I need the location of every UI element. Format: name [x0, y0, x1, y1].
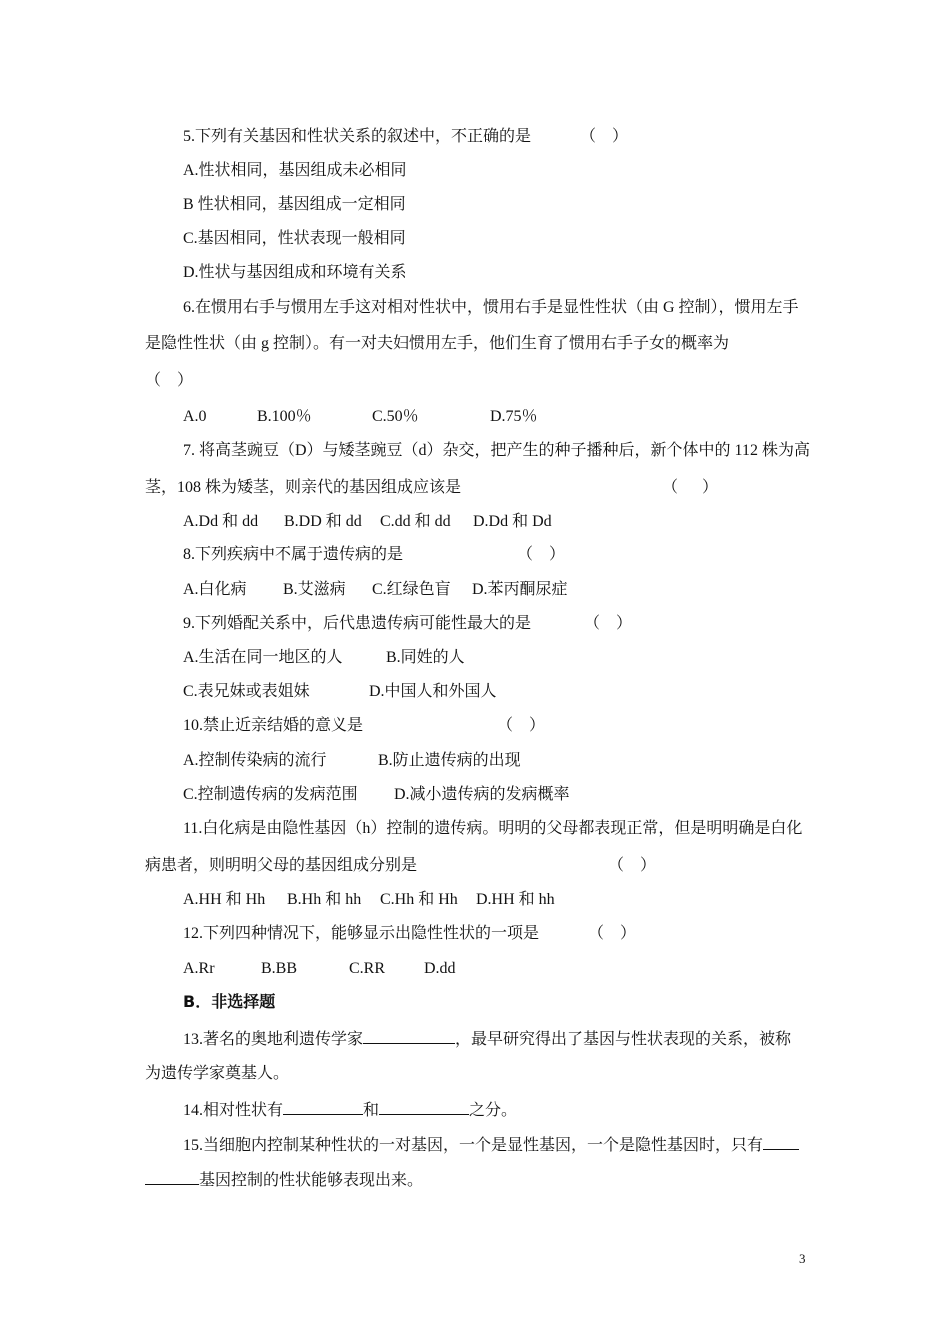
q13-blank — [363, 1028, 455, 1044]
q10-option-a: A.控制传染病的流行 — [183, 752, 327, 769]
q10-answer-paren: （ ） — [497, 717, 546, 734]
q6-option-a: A.0 — [183, 408, 207, 425]
q5-stem: 5.下列有关基因和性状关系的叙述中，不正确的是 — [183, 128, 532, 145]
q12-option-c: C.RR — [349, 960, 386, 977]
q9-option-b: B.同姓的人 — [386, 649, 465, 666]
q8-option-c: C.红绿色盲 — [372, 581, 451, 598]
q14-stem — [183, 1099, 517, 1121]
q5-answer-paren: （ ） — [580, 128, 629, 145]
q6-option-d: D.75％ — [490, 408, 538, 425]
q14-blank-1 — [283, 1099, 363, 1115]
q7-stem-line1: 7. 将高茎豌豆（D）与矮茎豌豆（d）杂交，把产生的种子播种后，新个体中的 112 株为高 — [183, 442, 810, 459]
q6-stem-line2: 是隐性性状（由 g 控制）。有一对夫妇惯用左手，他们生育了惯用右手子女的概率为 — [145, 335, 730, 352]
q15-text-line2: 基因控制的性状能够表现出来。 — [199, 1172, 424, 1189]
q9-stem: 9.下列婚配关系中，后代患遗传病可能性最大的是 — [183, 615, 532, 632]
q9-option-c: C.表兄妹或表姐妹 — [183, 683, 310, 700]
q11-option-a: A.HH 和 Hh — [183, 891, 266, 908]
q7-answer-paren: （ ） — [662, 479, 719, 496]
q7-option-d: D.Dd 和 Dd — [473, 513, 552, 530]
q5-option-c: C.基因相同，性状表现一般相同 — [183, 230, 406, 247]
q9-answer-paren: （ ） — [584, 615, 633, 632]
q8-option-a: A.白化病 — [183, 581, 247, 598]
q14-text-pre: 14.相对性状有 — [183, 1102, 284, 1119]
q7-option-c: C.dd 和 dd — [380, 513, 451, 530]
q11-stem-line1: 11.白化病是由隐性基因（h）控制的遗传病。明明的父母都表现正常，但是明明确是白化 — [183, 820, 803, 837]
q12-stem: 12.下列四种情况下，能够显示出隐性性状的一项是 — [183, 925, 540, 942]
q15-stem-line2 — [145, 1169, 423, 1191]
q5-option-a: A.性状相同，基因组成未必相同 — [183, 162, 407, 179]
q11-option-c: C.Hh 和 Hh — [380, 891, 458, 908]
q8-option-d: D.苯丙酮尿症 — [472, 581, 568, 598]
q6-option-b: B.100％ — [257, 408, 312, 425]
q13-stem-line1 — [183, 1028, 791, 1050]
q7-option-b: B.DD 和 dd — [284, 513, 362, 530]
q13-text-post: ，最早研究得出了基因与性状表现的关系，被称 — [455, 1031, 792, 1048]
q10-option-d: D.减小遗传病的发病概率 — [394, 786, 570, 803]
q10-option-b: B.防止遗传病的出现 — [378, 752, 521, 769]
q9-option-a: A.生活在同一地区的人 — [183, 649, 343, 666]
q15-stem-line1 — [183, 1134, 799, 1156]
q11-option-b: B.Hh 和 hh — [287, 891, 362, 908]
q14-text-mid: 和 — [363, 1102, 380, 1119]
q7-stem-line2: 茎，108 株为矮茎，则亲代的基因组成应该是 — [145, 479, 462, 496]
q11-stem-line2: 病患者，则明明父母的基因组成分别是 — [145, 857, 418, 874]
q8-option-b: B.艾滋病 — [283, 581, 346, 598]
q11-option-d: D.HH 和 hh — [476, 891, 555, 908]
q6-stem-line1: 6.在惯用右手与惯用左手这对相对性状中，惯用右手是显性性状（由 G 控制），惯用左手 — [183, 299, 799, 316]
q12-option-a: A.Rr — [183, 960, 215, 977]
q9-option-d: D.中国人和外国人 — [369, 683, 497, 700]
q15-text-line1: 15.当细胞内控制某种性状的一对基因，一个是显性基因，一个是隐性基因时，只有 — [183, 1137, 764, 1154]
q12-answer-paren: （ ） — [588, 925, 637, 942]
q5-option-b: B 性状相同，基因组成一定相同 — [183, 196, 406, 213]
q10-option-c: C.控制遗传病的发病范围 — [183, 786, 358, 803]
q15-blank-part1 — [763, 1134, 799, 1150]
q14-text-post: 之分。 — [469, 1102, 518, 1119]
section-b-heading: B．非选择题 — [183, 992, 276, 1011]
q8-answer-paren: （ ） — [517, 546, 566, 563]
q11-answer-paren: （ ） — [608, 857, 657, 874]
page-number: 3 — [799, 1251, 806, 1266]
q8-stem: 8.下列疾病中不属于遗传病的是 — [183, 546, 404, 563]
q6-option-c: C.50％ — [372, 408, 419, 425]
q12-option-b: B.BB — [261, 960, 298, 977]
q13-text-pre: 13.著名的奥地利遗传学家 — [183, 1031, 364, 1048]
q6-answer-paren: （ ） — [145, 372, 194, 389]
q7-option-a: A.Dd 和 dd — [183, 513, 259, 530]
q14-blank-2 — [379, 1099, 469, 1115]
q13-stem-line2: 为遗传学家奠基人。 — [145, 1065, 290, 1082]
q10-stem: 10.禁止近亲结婚的意义是 — [183, 717, 364, 734]
q5-option-d: D.性状与基因组成和环境有关系 — [183, 264, 407, 281]
q12-option-d: D.dd — [424, 960, 456, 977]
q15-blank-part2 — [145, 1169, 199, 1185]
